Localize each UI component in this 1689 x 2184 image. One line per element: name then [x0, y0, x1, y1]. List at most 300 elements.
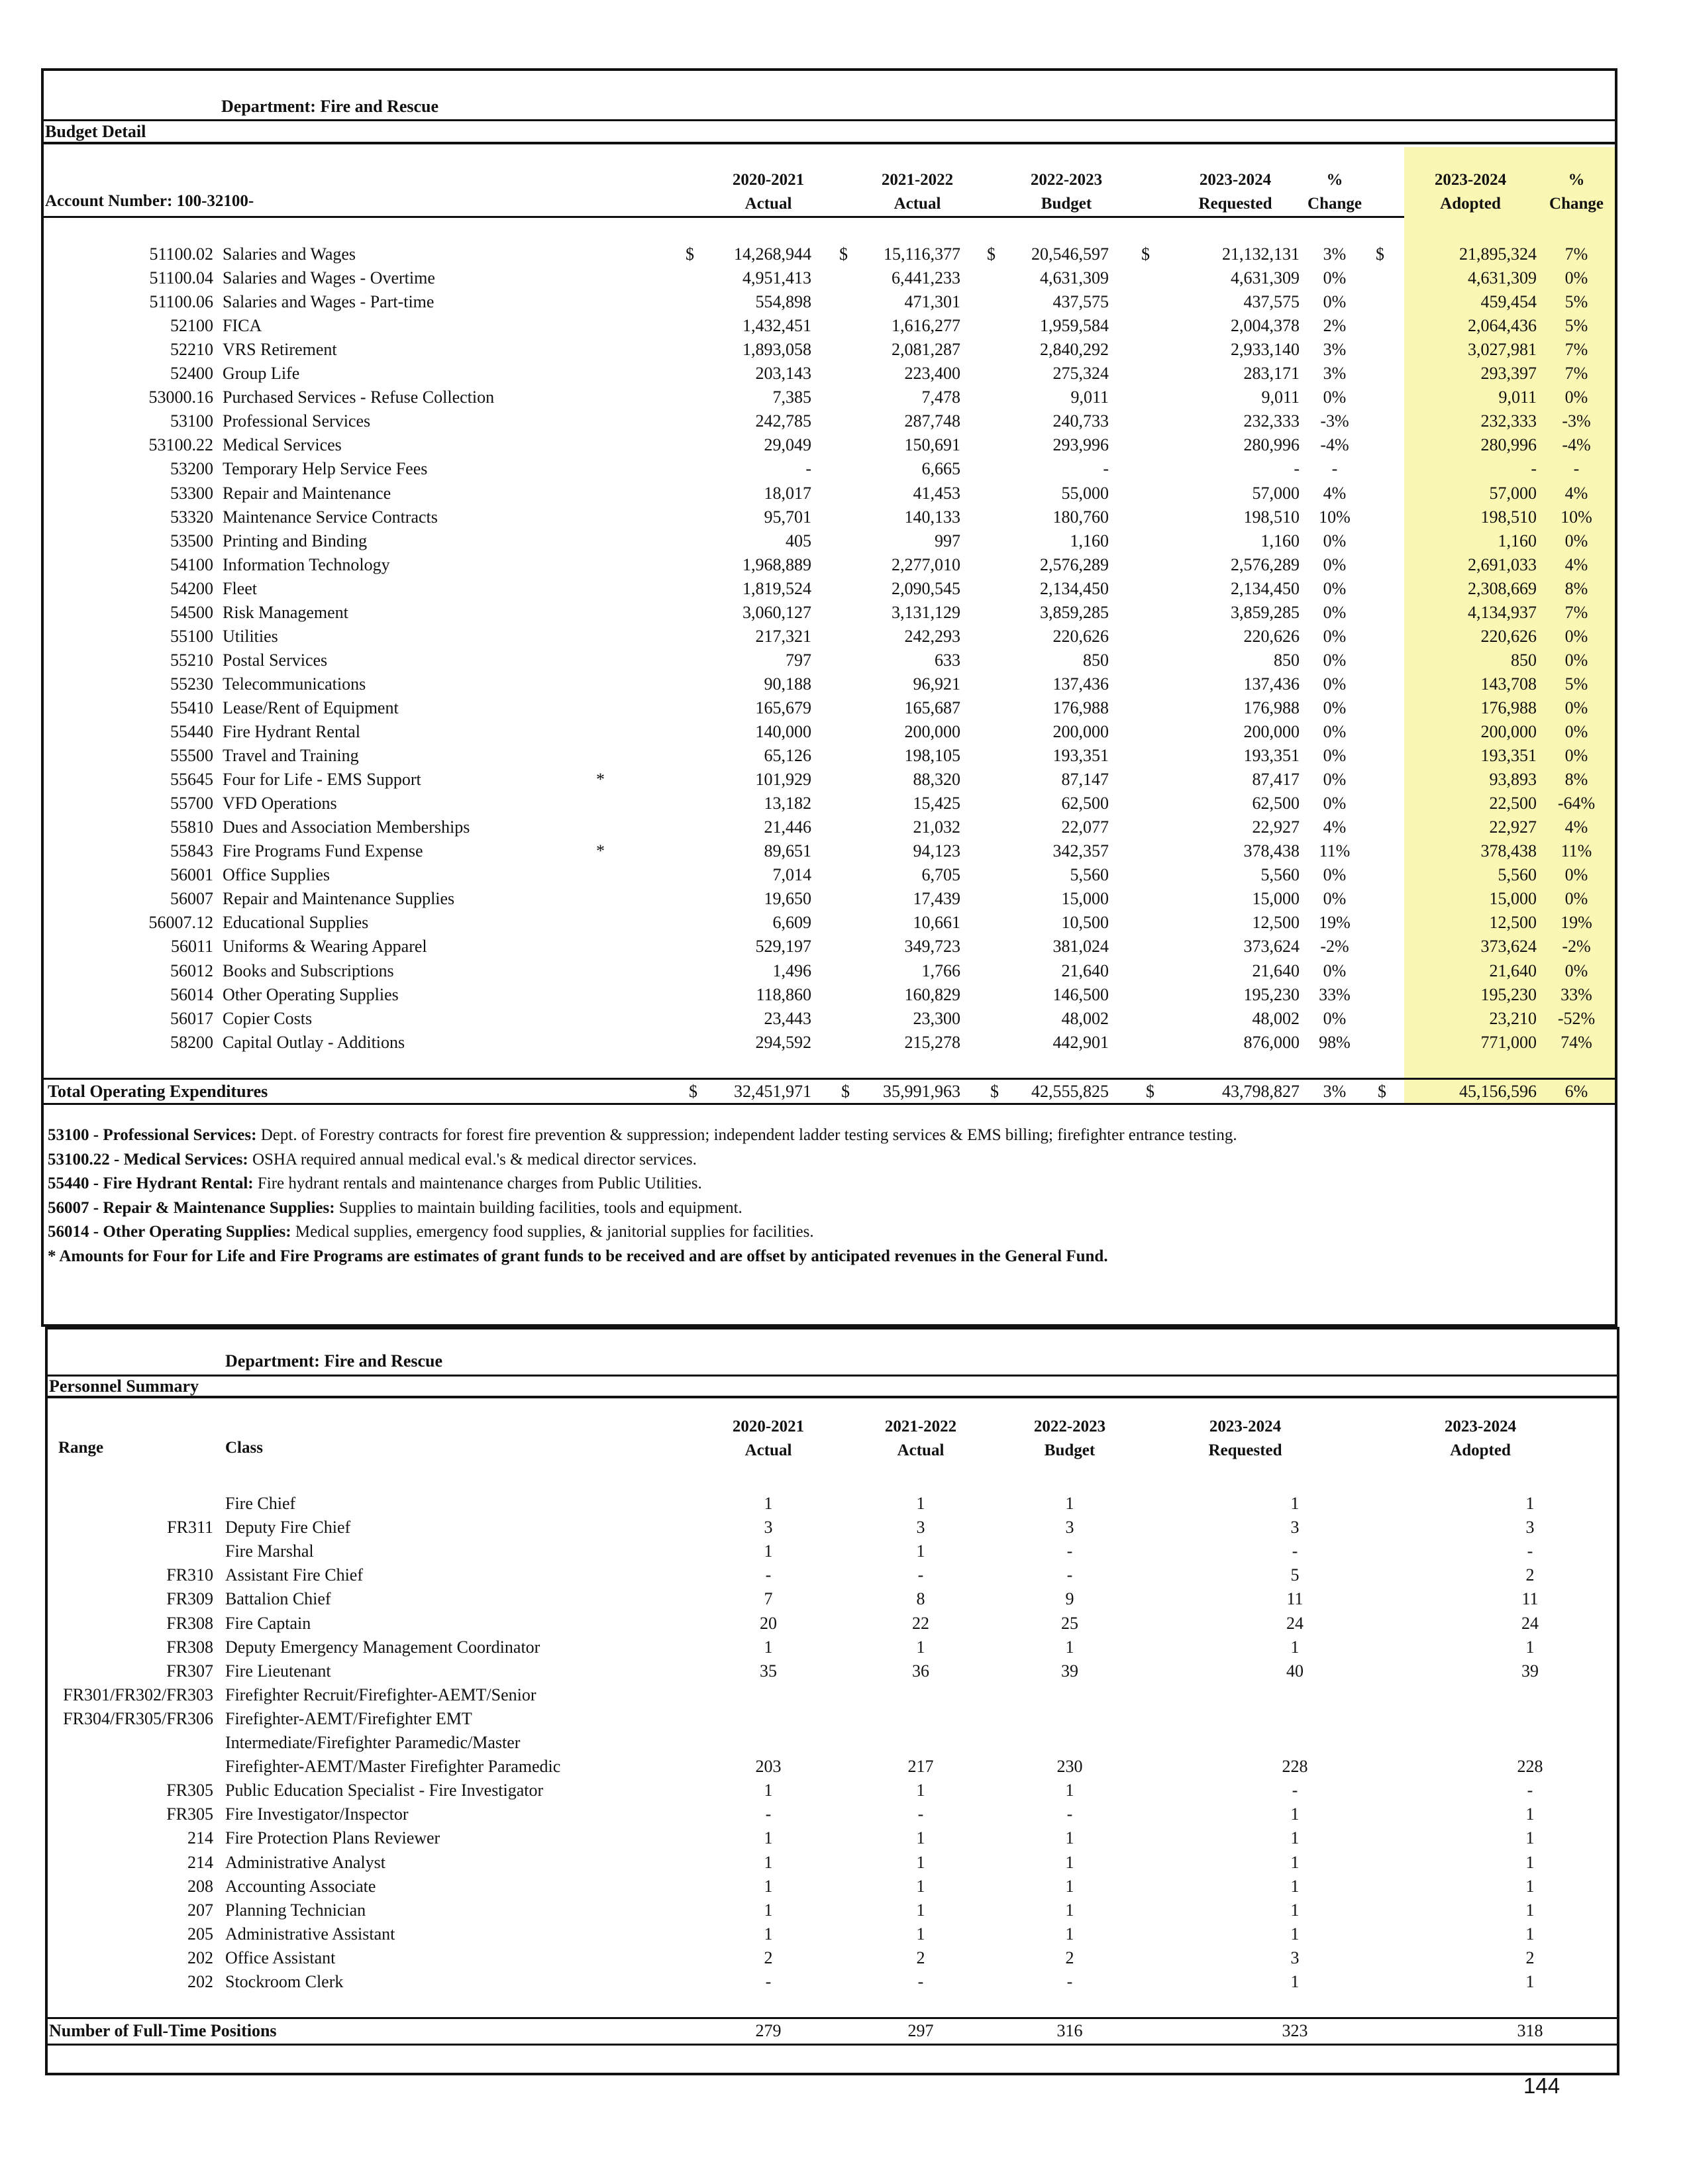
cell-bud: 55,000: [1061, 483, 1109, 503]
cell-desc: Other Operating Supplies: [223, 984, 399, 1004]
cell-a1: 797: [786, 650, 811, 670]
cell-req: 24: [1286, 1613, 1304, 1633]
personnel-department-label: Department: Fire and Rescue: [225, 1351, 443, 1371]
cell-a2: 165,687: [904, 698, 960, 717]
cell-acct: 56014: [170, 984, 213, 1004]
cell-pc2: 0%: [1564, 961, 1588, 980]
cell-a1: 1: [764, 1828, 773, 1848]
cell-desc: Travel and Training: [223, 746, 359, 766]
cell-a1: 294,592: [755, 1032, 811, 1052]
header-adopted-2024: 2023-2024 Adopted: [1434, 171, 1507, 213]
cell-bud: -: [1066, 1565, 1073, 1585]
cell-acct: 56012: [170, 961, 213, 980]
cell-ad: 12,500: [1489, 913, 1537, 933]
cell-req: -: [1292, 1541, 1298, 1561]
table-row: [0, 744, 1689, 768]
cell-pc: 11%: [1319, 841, 1351, 861]
pheader-actual-2022: 2021-2022 Actual: [884, 1418, 957, 1459]
cell-bud: 381,024: [1052, 937, 1109, 957]
budget-department-label: Department: Fire and Rescue: [221, 97, 439, 116]
cell-a1: 101,929: [755, 770, 811, 790]
cell-bud: 275,324: [1052, 364, 1109, 384]
cell-a2: 2,090,545: [892, 578, 960, 598]
cell-a1: -: [765, 1972, 772, 1991]
table-row: [0, 863, 1689, 887]
cell-ad: 1: [1525, 1924, 1535, 1944]
cell-range: FR308: [166, 1637, 213, 1657]
budget-notes: [48, 1123, 1237, 1269]
header-pct-change: % Change: [1307, 171, 1362, 213]
cell-a1: 140,000: [755, 722, 811, 741]
cell-acct: 56007: [170, 889, 213, 909]
cell-bud: 1,959,584: [1040, 316, 1109, 336]
cell-ad: 22,500: [1489, 794, 1537, 813]
total-actual-2022: 35,991,963: [883, 1082, 960, 1101]
cell-req: 87,417: [1252, 770, 1300, 790]
cell-desc: Purchased Services - Refuse Collection: [223, 388, 495, 407]
page-number: 144: [1523, 2073, 1561, 2098]
cell-desc: Fleet: [223, 578, 257, 598]
cell-acct: 56001: [170, 865, 213, 885]
cell-desc: Postal Services: [223, 650, 328, 670]
cell-bud: -: [1066, 1804, 1073, 1824]
cell-bud: 9,011: [1070, 388, 1109, 407]
cell-a1: 118,860: [756, 984, 811, 1004]
cell-a2: 1: [916, 1924, 925, 1944]
cell-a2: 6,665: [921, 459, 960, 479]
cell-a1: 165,679: [755, 698, 811, 717]
cell-a2: 10,661: [913, 913, 960, 933]
cell-req: 1: [1290, 1852, 1300, 1872]
cell-a1: 7,385: [772, 388, 811, 407]
cell-pc: 19%: [1319, 913, 1351, 933]
cell-ad: 2,308,669: [1468, 578, 1537, 598]
cell-ad: 57,000: [1489, 483, 1537, 503]
cell-a1: 89,651: [764, 841, 811, 861]
cell-pc: 3%: [1323, 244, 1347, 264]
cell-pc2: 11%: [1561, 841, 1592, 861]
cell-acct: 51100.02: [149, 244, 213, 264]
cell-cls: Stockroom Clerk: [225, 1972, 344, 1991]
cell-bud: 1,160: [1070, 531, 1109, 550]
cell-bud: 48,002: [1061, 1008, 1109, 1028]
total-budget-2023: 42,555,825: [1031, 1082, 1109, 1101]
cell-a1: 203: [755, 1757, 782, 1777]
cell-pc: 10%: [1319, 507, 1351, 527]
budget-total-row: [0, 1080, 1689, 1104]
cell-a1: 7,014: [772, 865, 811, 885]
cell-a1: 1: [764, 1781, 773, 1800]
cell-bud: 850: [1083, 650, 1109, 670]
cell-a2: 1: [916, 1781, 925, 1800]
cell-acct: 53100: [170, 411, 213, 431]
cell-desc: Medical Services: [223, 435, 342, 455]
cell-req: 1: [1290, 1804, 1300, 1824]
cell-bud: 2,576,289: [1040, 554, 1109, 574]
cell-ad: 1,160: [1498, 531, 1537, 550]
cell-a2: 160,829: [904, 984, 960, 1004]
cell-acct: 53200: [170, 459, 213, 479]
cell-a2: 1: [916, 1541, 925, 1561]
cell-a1: 1,496: [772, 961, 811, 980]
cell-desc: Risk Management: [223, 602, 348, 622]
cell-pc: 0%: [1323, 722, 1347, 741]
cell-ad: 198,510: [1480, 507, 1537, 527]
cell-desc: Group Life: [223, 364, 300, 384]
table-row: [0, 1659, 1689, 1683]
cell-a2: 1: [916, 1852, 925, 1872]
cell-desc: Office Supplies: [223, 865, 330, 885]
cell-range: FR309: [166, 1589, 213, 1609]
cell-a1: -: [805, 459, 811, 479]
cell-ad: 1: [1525, 1828, 1535, 1848]
cell-pc2: 0%: [1564, 746, 1588, 766]
cell-ad: 771,000: [1480, 1032, 1537, 1052]
currency-symbol: $: [1146, 1082, 1154, 1101]
cell-cls: Firefighter-AEMT/Firefighter EMT: [225, 1708, 472, 1728]
cell-bud: 1: [1065, 1876, 1074, 1896]
cell-req: 2,576,289: [1231, 554, 1300, 574]
cell-desc: Uniforms & Wearing Apparel: [223, 937, 427, 957]
table-row: [0, 553, 1689, 577]
cell-a2: 1,616,277: [892, 316, 960, 336]
cell-a2: 15,425: [913, 794, 960, 813]
cell-a1: 6,609: [772, 913, 811, 933]
cell-a1: 35: [760, 1661, 777, 1681]
cell-a2: 2: [916, 1948, 925, 1967]
cell-req: 5: [1290, 1565, 1300, 1585]
cell-a2: 1: [916, 1494, 925, 1513]
cell-a2: 17,439: [913, 889, 960, 909]
cell-bud: 293,996: [1052, 435, 1109, 455]
cell-bud: 15,000: [1061, 889, 1109, 909]
cell-a2: -: [917, 1972, 924, 1991]
cell-desc: Professional Services: [223, 411, 371, 431]
cell-a1: 20: [760, 1613, 777, 1633]
cell-req: 228: [1282, 1757, 1308, 1777]
cell-pc2: 5%: [1564, 674, 1588, 694]
range-header: Range: [58, 1439, 104, 1457]
cell-req: 2,933,140: [1231, 340, 1300, 360]
cell-ad: 1: [1525, 1900, 1535, 1920]
cell-pc2: 8%: [1564, 770, 1588, 790]
cell-pc2: 8%: [1564, 578, 1588, 598]
cell-a2: 88,320: [913, 770, 960, 790]
cell-a1: 1: [764, 1852, 773, 1872]
cell-pc2: -2%: [1562, 937, 1591, 957]
cell-ad: 1: [1525, 1637, 1535, 1657]
cell-bud: 193,351: [1052, 746, 1109, 766]
cell-cls: Battalion Chief: [225, 1589, 331, 1609]
cell-req: 12,500: [1252, 913, 1300, 933]
cell-a1: 29,049: [764, 435, 811, 455]
ptotal-actual-2021: 279: [755, 2021, 782, 2040]
cell-ad: 2,064,436: [1468, 316, 1537, 336]
cell-req: 378,438: [1243, 841, 1300, 861]
cell-a1: 217,321: [755, 626, 811, 646]
cell-desc: Maintenance Service Contracts: [223, 507, 438, 527]
cell-bud: 137,436: [1052, 674, 1109, 694]
cell-cls: Firefighter-AEMT/Master Firefighter Paramedic: [225, 1757, 561, 1777]
cell-pc2: 33%: [1561, 984, 1592, 1004]
cell-cls: Fire Lieutenant: [225, 1661, 331, 1681]
total-pct-change: 3%: [1323, 1082, 1347, 1101]
cell-pc2: 4%: [1564, 817, 1588, 837]
cell-a2: 96,921: [913, 674, 960, 694]
cell-a2: 23,300: [913, 1008, 960, 1028]
cell-pc: 0%: [1323, 889, 1347, 909]
cell-pc2: -4%: [1562, 435, 1591, 455]
cell-desc: Books and Subscriptions: [223, 961, 394, 980]
cell-a2: 2,081,287: [892, 340, 960, 360]
cell-acct: 53000.16: [148, 388, 213, 407]
ptotal-budget-2023: 316: [1056, 2021, 1083, 2040]
cell-req: 22,927: [1252, 817, 1300, 837]
cell-pc2: 7%: [1564, 364, 1588, 384]
cell-range: FR307: [166, 1661, 213, 1681]
note: 56014 - Other Operating Supplies: Medical supplies, emergency food supplies, & janitorial supplies for facilities.: [48, 1223, 814, 1241]
ptotal-actual-2022: 297: [907, 2021, 934, 2040]
table-row: [0, 1563, 1689, 1587]
cell-a2: 349,723: [904, 937, 960, 957]
cell-a2: 7,478: [921, 388, 960, 407]
cell-req: 876,000: [1243, 1032, 1300, 1052]
cell-req: 1: [1290, 1924, 1300, 1944]
note: 56007 - Repair & Maintenance Supplies: Supplies to maintain building facilities, tools and equipment.: [48, 1198, 742, 1217]
cell-req: 1: [1290, 1637, 1300, 1657]
cell-range: FR305: [166, 1781, 213, 1800]
personnel-total-row: [0, 2019, 1689, 2043]
cell-desc: Dues and Association Memberships: [223, 817, 470, 837]
cell-a1: 1: [764, 1876, 773, 1896]
ptotal-requested-2024: 323: [1282, 2021, 1308, 2040]
cell-a2: 997: [935, 531, 960, 550]
header-budget-2023: 2022-2023 Budget: [1030, 171, 1103, 213]
cell-acct: 56017: [170, 1008, 213, 1028]
cell-a2: 1: [916, 1876, 925, 1896]
cell-a2: 3: [916, 1518, 925, 1537]
cell-range: 205: [187, 1924, 213, 1944]
cell-acct: 54100: [170, 554, 213, 574]
cell-pc2: -: [1573, 459, 1580, 479]
cell-pc: 0%: [1323, 578, 1347, 598]
table-row: [0, 266, 1689, 290]
cell-a1: 1: [764, 1541, 773, 1561]
currency-symbol: $: [1376, 244, 1384, 264]
cell-a2: 471,301: [904, 292, 960, 312]
cell-bud: 20,546,597: [1031, 244, 1109, 264]
budget-section-label: Budget Detail: [45, 122, 146, 141]
cell-bud: 1: [1065, 1781, 1074, 1800]
cell-pc2: 74%: [1561, 1032, 1592, 1052]
cell-a2: 94,123: [913, 841, 960, 861]
cell-desc: Repair and Maintenance: [223, 483, 391, 503]
cell-a1: 18,017: [764, 483, 811, 503]
currency-symbol: $: [686, 244, 694, 264]
table-row: [0, 290, 1689, 314]
cell-bud: 1: [1065, 1494, 1074, 1513]
cell-a2: 287,748: [904, 411, 960, 431]
cell-a2: 22: [912, 1613, 929, 1633]
cell-desc: Utilities: [223, 626, 278, 646]
cell-bud: 39: [1061, 1661, 1078, 1681]
cell-req: 21,132,131: [1222, 244, 1300, 264]
table-row: [0, 768, 1689, 792]
cell-a1: 1,893,058: [742, 340, 811, 360]
cell-bud: 220,626: [1052, 626, 1109, 646]
cell-req: 3: [1290, 1948, 1300, 1967]
cell-cls: Administrative Analyst: [225, 1852, 385, 1872]
cell-pc: 0%: [1323, 865, 1347, 885]
cell-cls: Fire Protection Plans Reviewer: [225, 1828, 440, 1848]
cell-pc: -3%: [1320, 411, 1349, 431]
table-row: [0, 1875, 1689, 1898]
cell-ad: 93,893: [1489, 770, 1537, 790]
table-row: [0, 1946, 1689, 1970]
table-row: [0, 935, 1689, 959]
cell-a2: 140,133: [904, 507, 960, 527]
cell-pc: 0%: [1323, 650, 1347, 670]
cell-ad: 3,027,981: [1468, 340, 1537, 360]
table-row: [0, 959, 1689, 983]
cell-a1: 3,060,127: [742, 602, 811, 622]
note: * Amounts for Four for Life and Fire Programs are estimates of grant funds to be received and are offset by anticipated revenues in the General Fund.: [48, 1247, 1108, 1265]
cell-desc: Copier Costs: [223, 1008, 313, 1028]
cell-a2: 633: [935, 650, 960, 670]
cell-ad: 459,454: [1480, 292, 1537, 312]
cell-req: 1: [1290, 1900, 1300, 1920]
cell-ad: 4,134,937: [1468, 602, 1537, 622]
table-row: [0, 1587, 1689, 1611]
cell-req: 2,134,450: [1231, 578, 1300, 598]
table-row: [0, 1683, 1689, 1707]
table-row: [0, 386, 1689, 409]
cell-desc: Telecommunications: [223, 674, 366, 694]
account-number-label: Account Number: 100-32100-: [45, 192, 254, 210]
cell-a2: 1: [916, 1900, 925, 1920]
cell-req: 176,988: [1243, 698, 1300, 717]
cell-pc2: 0%: [1564, 268, 1588, 288]
header-actual-2022: 2021-2022 Actual: [881, 171, 954, 213]
cell-pc: 0%: [1323, 388, 1347, 407]
table-row: [0, 242, 1689, 266]
table-row: [0, 1516, 1689, 1539]
cell-range: 208: [187, 1876, 213, 1896]
cell-bud: 1: [1065, 1828, 1074, 1848]
cell-pc2: 0%: [1564, 698, 1588, 717]
table-row: [0, 983, 1689, 1007]
currency-symbol: $: [990, 1082, 999, 1101]
cell-acct: 53320: [170, 507, 213, 527]
cell-ad: 220,626: [1480, 626, 1537, 646]
cell-pc: 0%: [1323, 602, 1347, 622]
total-requested-2024: 43,798,827: [1222, 1082, 1300, 1101]
table-row: [0, 433, 1689, 457]
cell-cls: Intermediate/Firefighter Paramedic/Master: [225, 1733, 521, 1752]
cell-ad: 24: [1521, 1613, 1539, 1633]
cell-ad: 195,230: [1480, 984, 1537, 1004]
cell-bud: 437,575: [1052, 292, 1109, 312]
cell-cls: Administrative Assistant: [225, 1924, 395, 1944]
cell-a2: 6,441,233: [892, 268, 960, 288]
cell-acct: 51100.06: [149, 292, 213, 312]
cell-req: 850: [1274, 650, 1300, 670]
cell-acct: 55700: [170, 794, 213, 813]
table-row: [0, 1707, 1689, 1731]
cell-ad: 228: [1517, 1757, 1543, 1777]
cell-ad: 850: [1511, 650, 1537, 670]
cell-pc2: 5%: [1564, 316, 1588, 336]
cell-req: 195,230: [1243, 984, 1300, 1004]
pheader-actual-2021: 2020-2021 Actual: [732, 1418, 805, 1459]
cell-range: 207: [187, 1900, 213, 1920]
cell-cls: Public Education Specialist - Fire Investigator: [225, 1781, 544, 1800]
cell-bud: -: [1103, 459, 1109, 479]
total-label: Total Operating Expenditures: [48, 1082, 268, 1101]
table-row: [0, 1755, 1689, 1779]
cell-a1: 13,182: [764, 794, 811, 813]
cell-ad: 373,624: [1480, 937, 1537, 957]
table-row: [0, 482, 1689, 505]
cell-bud: 4,631,309: [1040, 268, 1109, 288]
cell-a2: -: [917, 1804, 924, 1824]
pheader-requested-2024: 2023-2024 Requested: [1208, 1418, 1282, 1459]
ptotal-adopted-2024: 318: [1517, 2021, 1543, 2040]
cell-ad: 21,895,324: [1459, 244, 1537, 264]
cell-bud: 442,901: [1052, 1032, 1109, 1052]
cell-a1: 19,650: [764, 889, 811, 909]
cell-req: 137,436: [1243, 674, 1300, 694]
cell-a1: 90,188: [764, 674, 811, 694]
cell-pc2: 0%: [1564, 626, 1588, 646]
cell-cls: Assistant Fire Chief: [225, 1565, 363, 1585]
cell-bud: 146,500: [1052, 984, 1109, 1004]
cell-ad: 293,397: [1480, 364, 1537, 384]
table-row: [0, 1802, 1689, 1826]
cell-a2: 150,691: [904, 435, 960, 455]
table-row: [0, 1898, 1689, 1922]
cell-cls: Fire Chief: [225, 1494, 296, 1513]
cell-pc2: 7%: [1564, 602, 1588, 622]
cell-acct: 55440: [170, 722, 213, 741]
cell-pc2: -52%: [1557, 1008, 1596, 1028]
cell-a2: 198,105: [904, 746, 960, 766]
cell-pc2: 7%: [1564, 244, 1588, 264]
cell-bud: 1: [1065, 1924, 1074, 1944]
cell-a1: 3: [764, 1518, 773, 1537]
note: 55440 - Fire Hydrant Rental: Fire hydrant rentals and maintenance charges from Public Utilities.: [48, 1174, 702, 1192]
cell-req: 1: [1290, 1494, 1300, 1513]
total-pct-change-adopted: 6%: [1564, 1082, 1588, 1101]
table-row: [0, 577, 1689, 601]
cell-ad: 1: [1525, 1876, 1535, 1896]
cell-cls: Deputy Fire Chief: [225, 1518, 351, 1537]
cell-a2: 1,766: [921, 961, 960, 980]
divider: [45, 1396, 1619, 1398]
cell-req: -: [1292, 1781, 1298, 1800]
cell-range: FR301/FR302/FR303: [63, 1685, 213, 1704]
cell-req: 40: [1286, 1661, 1304, 1681]
cell-pc2: 4%: [1564, 554, 1588, 574]
cell-req: 437,575: [1243, 292, 1300, 312]
cell-a2: 215,278: [904, 1032, 960, 1052]
table-row: [0, 1826, 1689, 1850]
cell-a2: 1: [916, 1828, 925, 1848]
cell-acct: 53100.22: [148, 435, 213, 455]
cell-bud: 180,760: [1052, 507, 1109, 527]
table-row: [0, 911, 1689, 935]
cell-req: 2,004,378: [1231, 316, 1300, 336]
